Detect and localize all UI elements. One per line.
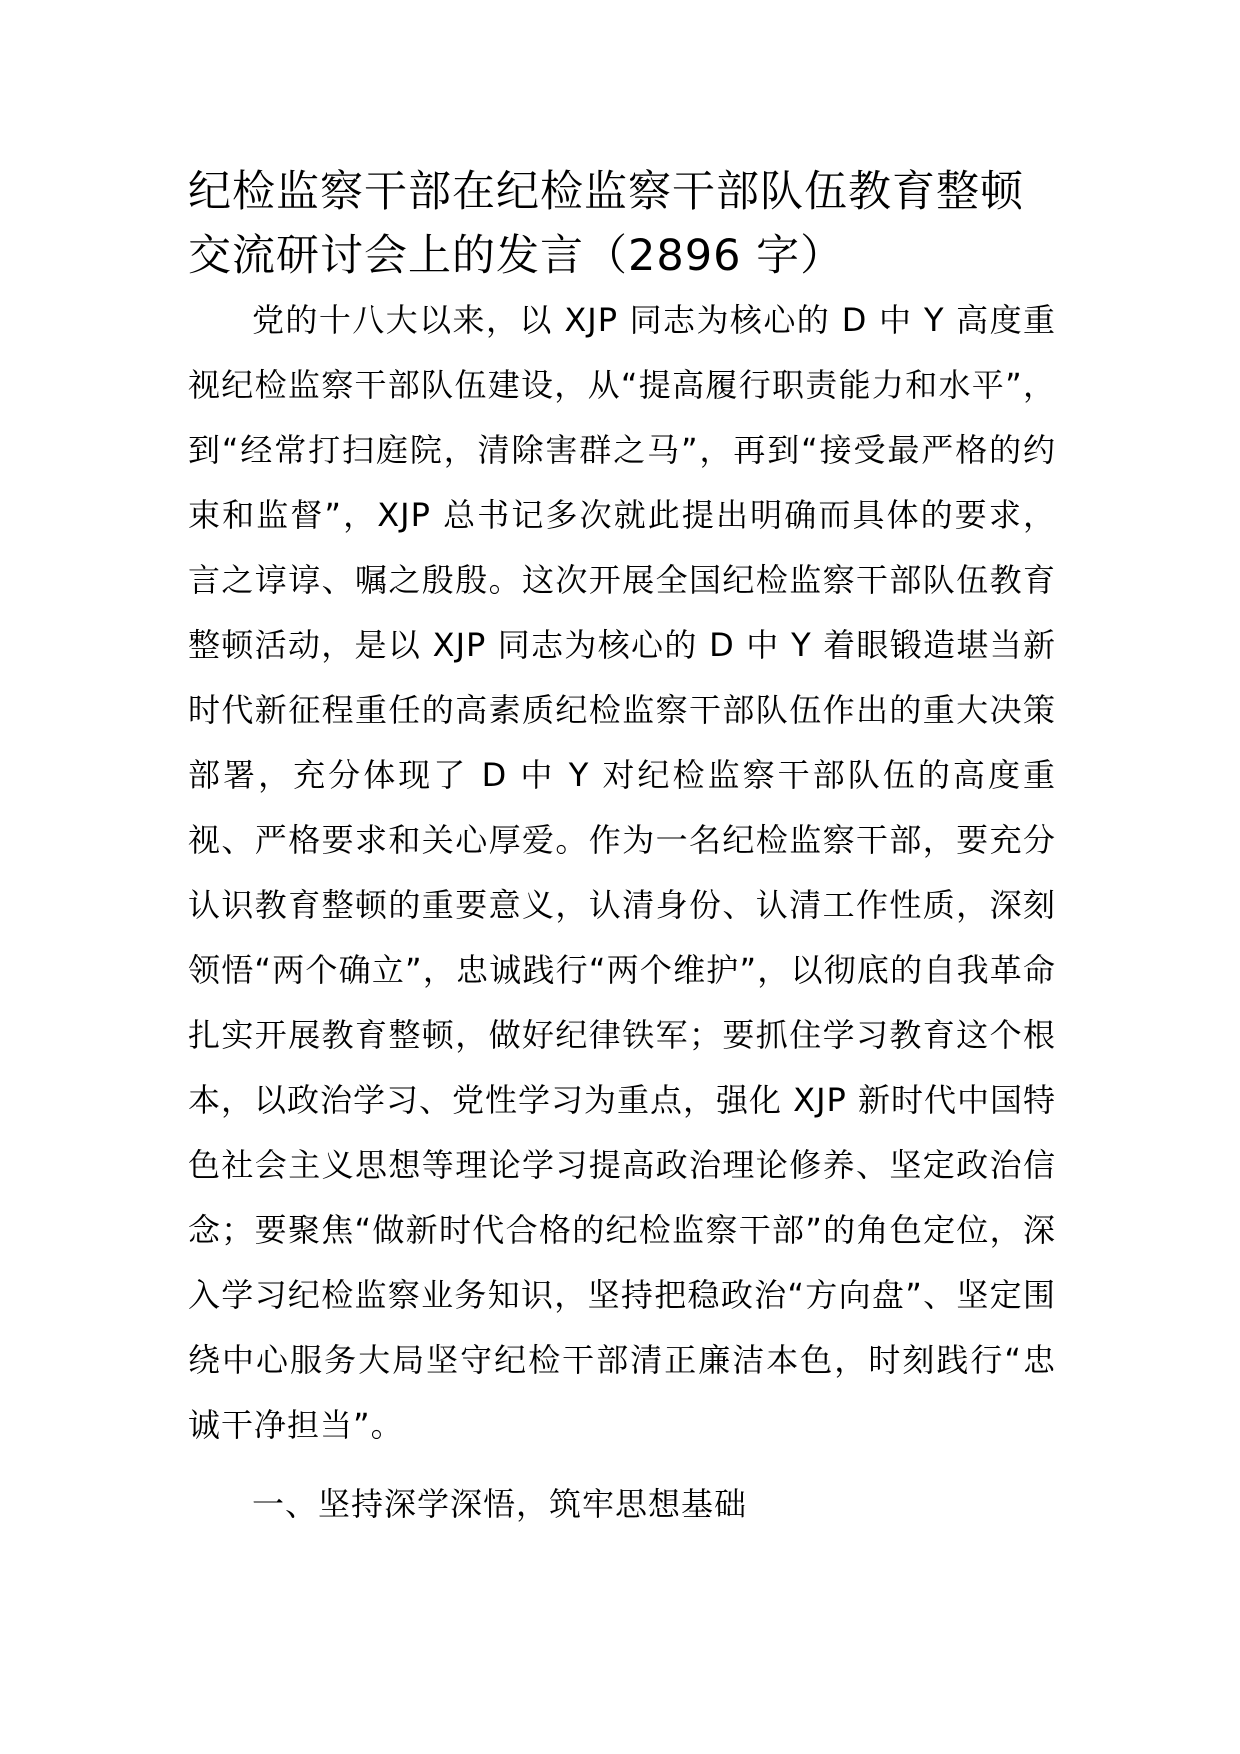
document-content	[188, 160, 1056, 1537]
body-paragraph: 党的十八大以来，以 XJP 同志为核心的 D 中 Y 高度重视纪检监察干部队伍建设，从“提高履行职责能力和水平”，到“经常打扫庭院，清除害群之马”，再到“接受最严格的约束和监督”，XJP 总书记多次就此提出明确而具体的要求，言之谆谆、嘱之殷殷。这次开展全国纪检监察干部队伍教育整顿活动，是以 XJP 同志为核心的 D 中 Y 着眼锻造堪当新时代新征程重任的高素质纪检监察干部队伍作出的重大决策部署，充分体现了 D 中 Y 对纪检监察干部队伍的高度重视、严格要求和关心厚爱。作为一名纪检监察干部，要充分认识教育整顿的重要意义，认清身份、认清工作性质，深刻领悟“两个确立”，忠诚践行“两个维护”，以彻底的自我革命扎实开展教育整顿，做好纪律铁军；要抓住学习教育这个根本，以政治学习、党性学习为重点，强化 XJP 新时代中国特色社会主义思想等理论学习提高政治理论修养、坚定政治信念；要聚焦“做新时代合格的纪检监察干部”的角色定位，深入学习纪检监察业务知识，坚持把稳政治“方向盘”、坚定围绕中心服务大局坚守纪检干部清正廉洁本色，时刻践行“忠诚干净担当”。	[188, 301, 1057, 1444]
section-heading: 一、坚持深学深悟，筑牢思想基础	[252, 1485, 748, 1523]
document-title: 纪检监察干部在纪检监察干部队伍教育整顿交流研讨会上的发言（2896 字）	[188, 167, 1024, 281]
